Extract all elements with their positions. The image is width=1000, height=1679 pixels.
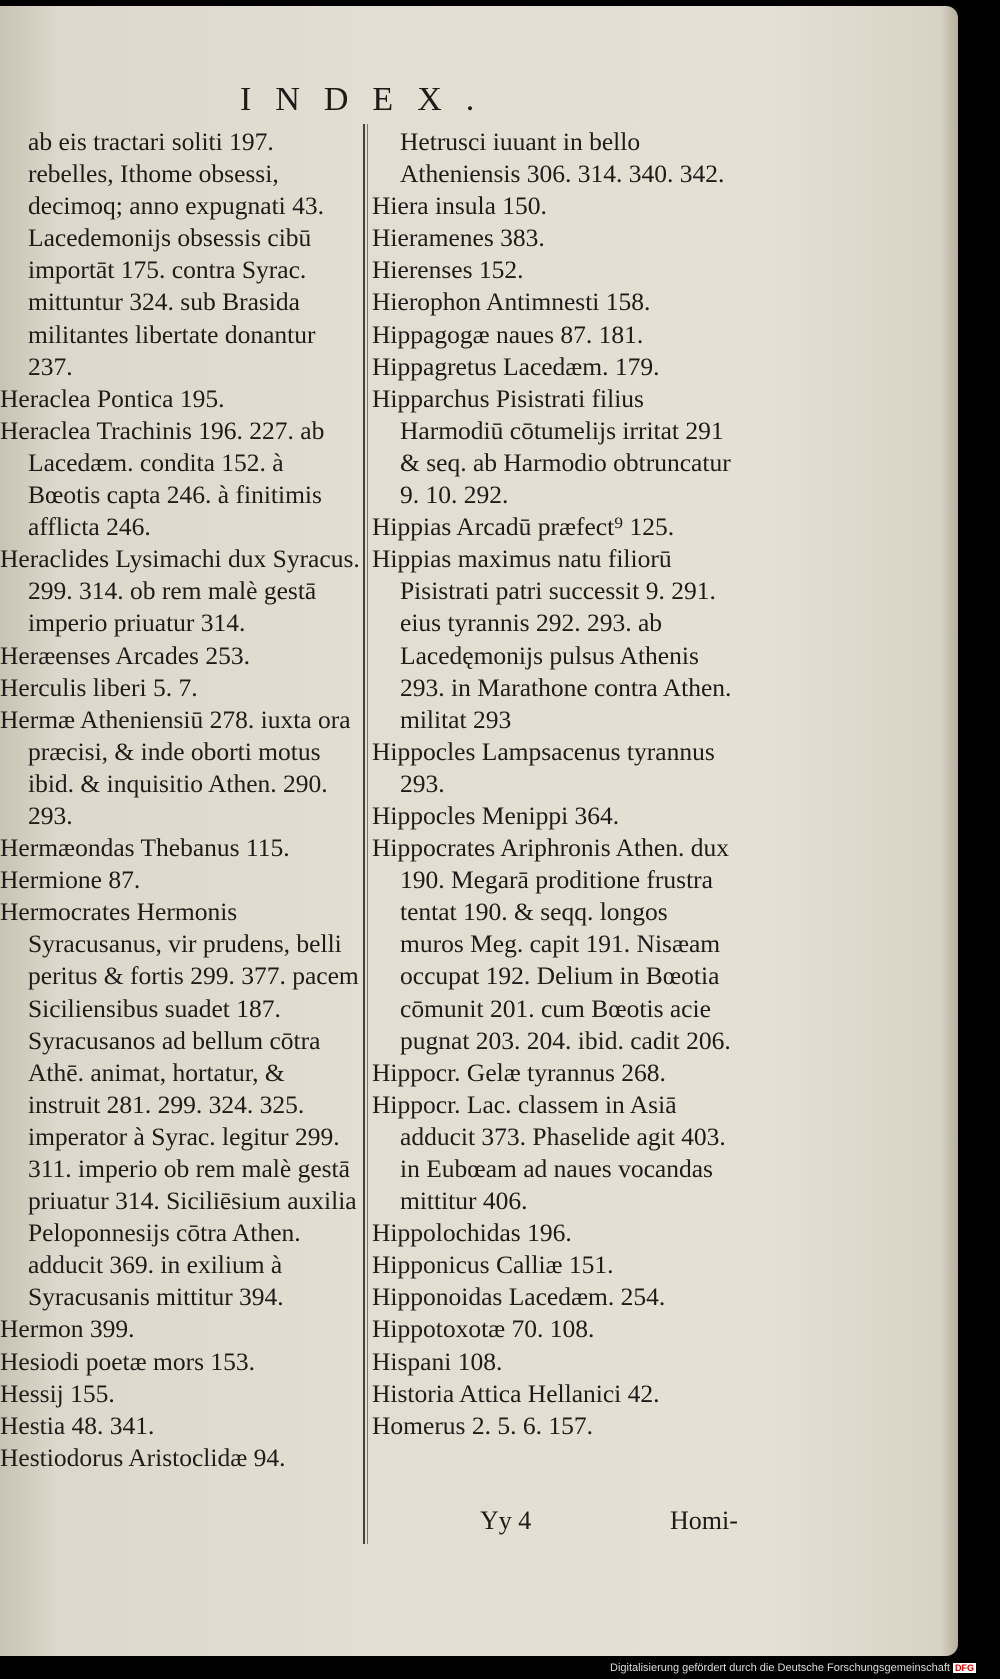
index-entry: Hestia 48. 341. (0, 1410, 155, 1440)
index-entry: Herculis liberi 5. 7. (0, 672, 198, 702)
left-index-column (0, 126, 360, 1474)
index-entry: Hesiodi poetæ mors 153. (0, 1346, 255, 1376)
index-entry: Hermione 87. (0, 865, 141, 895)
catchword: Homi- (670, 1506, 738, 1535)
index-entry: Hipponicus Calliæ 151. (372, 1250, 614, 1280)
right-index-column (372, 126, 737, 1442)
index-entry: Hermocrates Hermonis Syracusanus, vir prudens, belli peritus & fortis 299. 377. pacem Siciliensibus suadet 187. Syracusanos ad bellum cōtra Athē. animat, hortatur, & instruit 281. 299. 324. 325. imperator à Syrac. legitur 299. 311. imperio ob rem malè gestā priuatur 314. Siciliēsium auxilia Peloponnesijs cōtra Athen. adducit 369. in exilium à Syracusanis mittitur 394. (0, 897, 359, 1312)
index-entry: Hippias Arcadū præfect⁹ 125. (372, 512, 675, 542)
index-entry: Hippocr. Lac. classem in Asiā adducit 373. Phaselide agit 403. in Eubœam ad naues vocandas mittitur 406. (372, 1089, 726, 1216)
index-entry: Hermæondas Thebanus 115. (0, 833, 290, 863)
index-entry: Hieramenes 383. (372, 223, 545, 253)
page-header: INDEX. (240, 81, 499, 118)
index-entry: Heraclea Trachinis 196. 227. ab Lacedæm. condita 152. à Bœotis capta 246. à finitimis afflicta 246. (0, 415, 325, 542)
index-entry: Hippocrates Ariphronis Athen. dux 190. Megarā proditione frustra tentat 190. & seqq. longos muros Meg. capit 191. Nisæam occupat 192. Delium in Bœotia cōmunit 201. cum Bœotis acie pugnat 203. 204. ibid. cadit 206. (372, 833, 731, 1055)
index-entry: ab eis tractari soliti 197. rebelles, Ithome obsessi, decimoq; anno expugnati 43. Lacedemonijs obsessis cibū importāt 175. contra Syrac. mittuntur 324. sub Brasida militantes libertate donantur 237. (28, 127, 325, 381)
index-entry: Hippocr. Gelæ tyrannus 268. (372, 1057, 666, 1087)
index-entry: Heraclea Pontica 195. (0, 383, 225, 413)
index-entry: Hermæ Atheniensiū 278. iuxta ora præcisi, & inde oborti motus ibid. & inquisitio Athen. 290. 293. (0, 704, 351, 830)
index-entry: Hessij 155. (0, 1378, 115, 1408)
index-entry: Heraclides Lysimachi dux Syracus. 299. 314. ob rem malè gestā imperio priuatur 314. (0, 544, 360, 638)
dfg-logo: DFG (954, 1663, 974, 1673)
index-entry: Homerus 2. 5. 6. 157. (372, 1410, 593, 1440)
book-page (0, 6, 958, 1656)
index-entry: Hippocles Lampsacenus tyrannus 293. (372, 736, 715, 798)
index-entry: Hippocles Menippi 364. (372, 800, 620, 830)
index-entry: Hippotoxotæ 70. 108. (372, 1314, 595, 1344)
digitization-credit (610, 1662, 976, 1674)
index-entry: Historia Attica Hellanici 42. (372, 1378, 660, 1408)
signature-mark: Yy 4 (480, 1506, 532, 1535)
index-entry: Heræenses Arcades 253. (0, 640, 250, 670)
index-entry: Hippagretus Lacedæm. 179. (372, 351, 660, 381)
index-entry: Hipparchus Pisistrati filius Harmodiū cōtumelijs irritat 291 & seq. ab Harmodio obtruncatur 9. 10. 292. (372, 383, 731, 510)
index-entry: Hippias maximus natu filiorū Pisistrati patri successit 9. 291. eius tyrannis 292. 293. ab Lacedęmonijs pulsus Athenis 293. in Marathone contra Athen. militat 293 (372, 544, 732, 734)
index-entry: Hippagogæ naues 87. 181. (372, 319, 644, 349)
index-entry: Hierenses 152. (372, 255, 524, 285)
index-entry: Hippolochidas 196. (372, 1218, 572, 1248)
index-entry: Hestiodorus Aristoclidæ 94. (0, 1442, 286, 1472)
index-entry: Hermon 399. (0, 1314, 135, 1344)
index-entry: Hipponoidas Lacedæm. 254. (372, 1282, 666, 1312)
index-entry: Hierophon Antimnesti 158. (372, 287, 651, 317)
index-entry: Hetrusci iuuant in bello Atheniensis 306. 314. 340. 342. (400, 127, 725, 189)
index-entry: Hiera insula 150. (372, 191, 547, 221)
column-rule (363, 124, 365, 1544)
credit-text: Digitalisierung gefördert durch die Deutsche Forschungsgemeinschaft (610, 1662, 950, 1674)
column-rule-inner (367, 124, 368, 1544)
index-entry: Hispani 108. (372, 1346, 503, 1376)
